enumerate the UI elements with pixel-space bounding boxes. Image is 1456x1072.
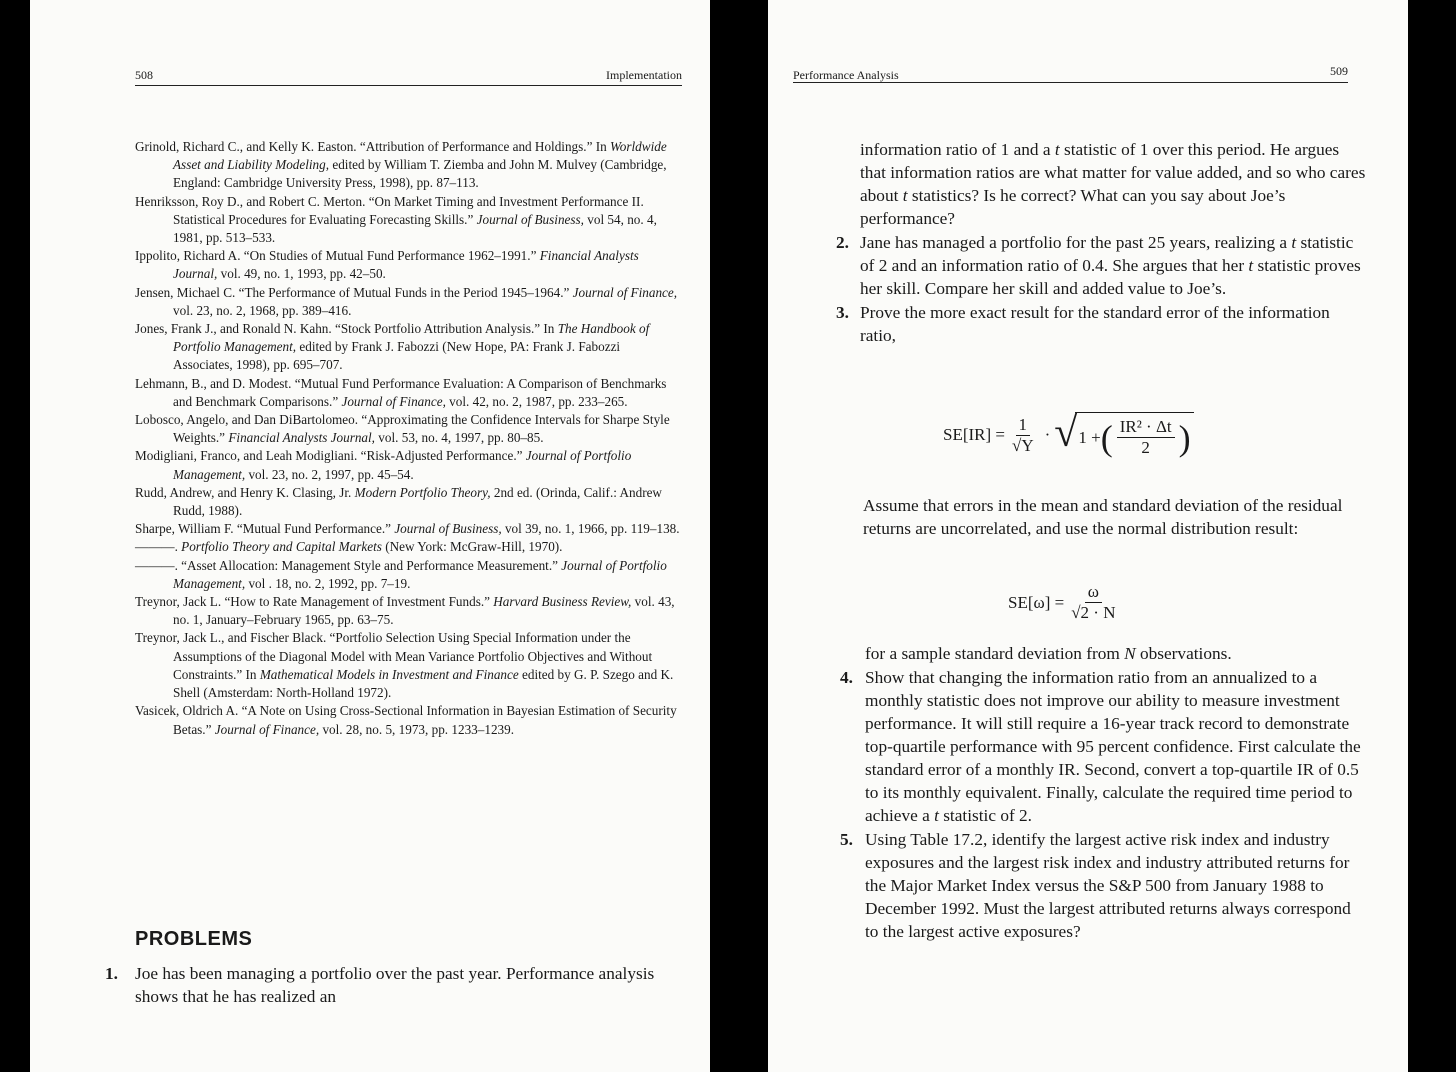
- problems-block-top: [768, 138, 1368, 347]
- reference-list: [135, 138, 680, 739]
- reference-entry: Ippolito, Richard A. “On Studies of Mutual Fund Performance 1962–1991.” Financial Analysts Journal, vol. 49, no. 1, 1993, pp. 42–50.: [135, 248, 639, 282]
- header-rule-right: [793, 82, 1348, 83]
- problems-heading: PROBLEMS: [135, 928, 253, 950]
- eq2-fraction: [1068, 582, 1118, 623]
- problem-1-number: 1.: [105, 964, 118, 983]
- problem-4: [768, 666, 1368, 827]
- eq1-sqrt: √ 1 + ( $\frac{\text{IR² · Δt}}{2}$ ): [1054, 412, 1193, 458]
- problem-1: [105, 962, 665, 1008]
- problem-5-text: Using Table 17.2, identify the largest active risk index and industry exposures and the largest risk index and industry attributed returns for the Major Market Index versus the S&P 500 from January 1988 to December 1992. Must the largest attributed returns always correspond to the largest active exposures?: [865, 830, 1351, 941]
- running-head-right: Performance Analysis: [793, 68, 899, 82]
- problem-3-number: 3.: [836, 303, 849, 322]
- eq2-denominator: √2 · N: [1071, 603, 1116, 622]
- reference-entry: ———. “Asset Allocation: Management Style and Performance Measurement.” Journal of Portfolio Management, vol . 18, no. 2, 1992, pp. 7–19.: [135, 557, 667, 591]
- reference-entry: Jensen, Michael C. “The Performance of Mutual Funds in the Period 1945–1964.” Journal of Finance, vol. 23, no. 2, 1968, pp. 389–416.: [135, 284, 678, 318]
- eq1-inner-fraction: [1117, 417, 1175, 458]
- problem-4-number: 4.: [840, 668, 853, 687]
- header-rule-left: [135, 85, 682, 86]
- eq1-inner-denominator: 2: [1141, 438, 1150, 457]
- page-number-right: 509: [1330, 64, 1348, 78]
- reference-entry: Modigliani, Franco, and Leah Modigliani. “Risk-Adjusted Performance.” Journal of Portfolio Management, vol. 23, no. 2, 1997, pp. 45–54.: [135, 448, 632, 482]
- eq1-lhs: SE[IR] =: [943, 425, 1005, 444]
- problem-2: [768, 231, 1368, 300]
- reference-entry: ———. Portfolio Theory and Capital Markets (New York: McGraw-Hill, 1970).: [135, 539, 563, 555]
- eq1-inner-numerator: IR² · Δt: [1117, 417, 1175, 438]
- reference-entry: Lehmann, B., and D. Modest. “Mutual Fund Performance Evaluation: A Comparison of Benchmarks and Benchmark Comparisons.” Journal of Finance, vol. 42, no. 2, 1987, pp. 233–265.: [135, 375, 667, 409]
- reference-entry: Henriksson, Roy D., and Robert C. Merton. “On Market Timing and Investment Performance II. Statistical Procedures for Evaluating Forecasting Skills.” Journal of Business, vol 54, no. 4, 1981, pp. 513–533.: [135, 193, 657, 246]
- reference-entry: Treynor, Jack L., and Fischer Black. “Portfolio Selection Using Special Information under the Assumptions of the Diagonal Model with Mean Variance Portfolio Objectives and Without Constraints.” In Mathematical Models in Investment and Finance edited by G. P. Szego and K. Shell (Amsterdam: North-Holland 1972).: [135, 630, 674, 701]
- equation-se-ir: SE[IR] = $\frac{1}{√Y}$ · √ 1 + ( $\frac{\text{IR² · Δt}}{2}$ ): [943, 412, 1194, 458]
- reference-entry: Lobosco, Angelo, and Dan DiBartolomeo. “Approximating the Confidence Intervals for Sharpe Style Weights.” Financial Analysts Journal, vol. 53, no. 4, 1997, pp. 80–85.: [135, 412, 670, 446]
- eq1-numerator: 1: [1016, 415, 1031, 436]
- eq2-numerator: ω: [1085, 582, 1102, 603]
- problem-2-text: Jane has managed a portfolio for the past 25 years, realizing a t statistic of 2 and an information ratio of 0.4. She argues that her t statistic proves her skill. Compare her skill and added value to Joe’s.: [860, 233, 1361, 298]
- reference-entry: Rudd, Andrew, and Henry K. Clasing, Jr. Modern Portfolio Theory, 2nd ed. (Orinda, Calif.: Andrew Rudd, 1988).: [135, 484, 662, 519]
- problem-5: [768, 828, 1368, 943]
- problem-5-number: 5.: [840, 830, 853, 849]
- assumption-text: Assume that errors in the mean and standard deviation of the residual returns are uncorrelated, and use the normal distribution result:: [863, 496, 1343, 538]
- reference-entry: Jones, Frank J., and Ronald N. Kahn. “Stock Portfolio Attribution Analysis.” In The Handbook of Portfolio Management, edited by Frank J. Fabozzi (New Hope, PA: Frank J. Fabozzi Associates, 1998), pp. 695–707.: [135, 321, 650, 373]
- running-head-left: Implementation: [606, 68, 682, 82]
- problem-1-text: Joe has been managing a portfolio over the past year. Performance analysis shows that he has realized an: [135, 964, 655, 1006]
- problem-2-number: 2.: [836, 233, 849, 252]
- reference-entry: Grinold, Richard C., and Kelly K. Easton. “Attribution of Performance and Holdings.” In Worldwide Asset and Liability Modeling, edited by William T. Ziemba and John M. Mulvey (Cambridge, England: Cambridge University Press, 1998), pp. 87–113.: [135, 139, 667, 191]
- problem-4-text: Show that changing the information ratio from an annualized to a monthly statistic does not improve our ability to measure investment performance. It will still require a 16-year track record to demonstrate top-quartile performance with 95 percent confidence. First calculate the standard error of a monthly IR. Second, convert a top-quartile IR of 0.5 to its monthly equivalent. Finally, calculate the required time period to achieve a t statistic of 2.: [865, 668, 1361, 825]
- reference-entry: Sharpe, William F. “Mutual Fund Performance.” Journal of Business, vol 39, no. 1, 1966, pp. 119–138.: [135, 521, 680, 537]
- reference-entry: Vasicek, Oldrich A. “A Note on Using Cross-Sectional Information in Bayesian Estimation of Security Betas.” Journal of Finance, vol. 28, no. 5, 1973, pp. 1233–1239.: [135, 703, 677, 737]
- problem-1-continued: information ratio of 1 and a t statistic of 1 over this period. He argues that information ratios are what matter for value added, and so who cares about t statistics? Is he correct? What can you say about Joe’s performance?: [860, 140, 1366, 228]
- eq1-one-plus: 1 +: [1078, 427, 1101, 447]
- page-number-left: 508: [135, 68, 153, 82]
- problem-3: [768, 301, 1368, 347]
- problems-block-bottom: [768, 642, 1368, 943]
- eq2-lhs: SE[ω] =: [1008, 592, 1065, 612]
- eq1-denominator: √Y: [1012, 435, 1034, 455]
- equation-se-omega: [1008, 582, 1122, 623]
- problem-3-text: Prove the more exact result for the standard error of the information ratio,: [860, 303, 1330, 345]
- reference-entry: Treynor, Jack L. “How to Rate Management of Investment Funds.” Harvard Business Review, vol. 43, no. 1, January–February 1965, pp. 63–75.: [135, 594, 675, 628]
- left-page: [30, 0, 710, 1072]
- after-equation-text: for a sample standard deviation from N observations.: [865, 644, 1232, 663]
- eq1-fraction: [1009, 415, 1037, 456]
- right-page: [768, 0, 1408, 1072]
